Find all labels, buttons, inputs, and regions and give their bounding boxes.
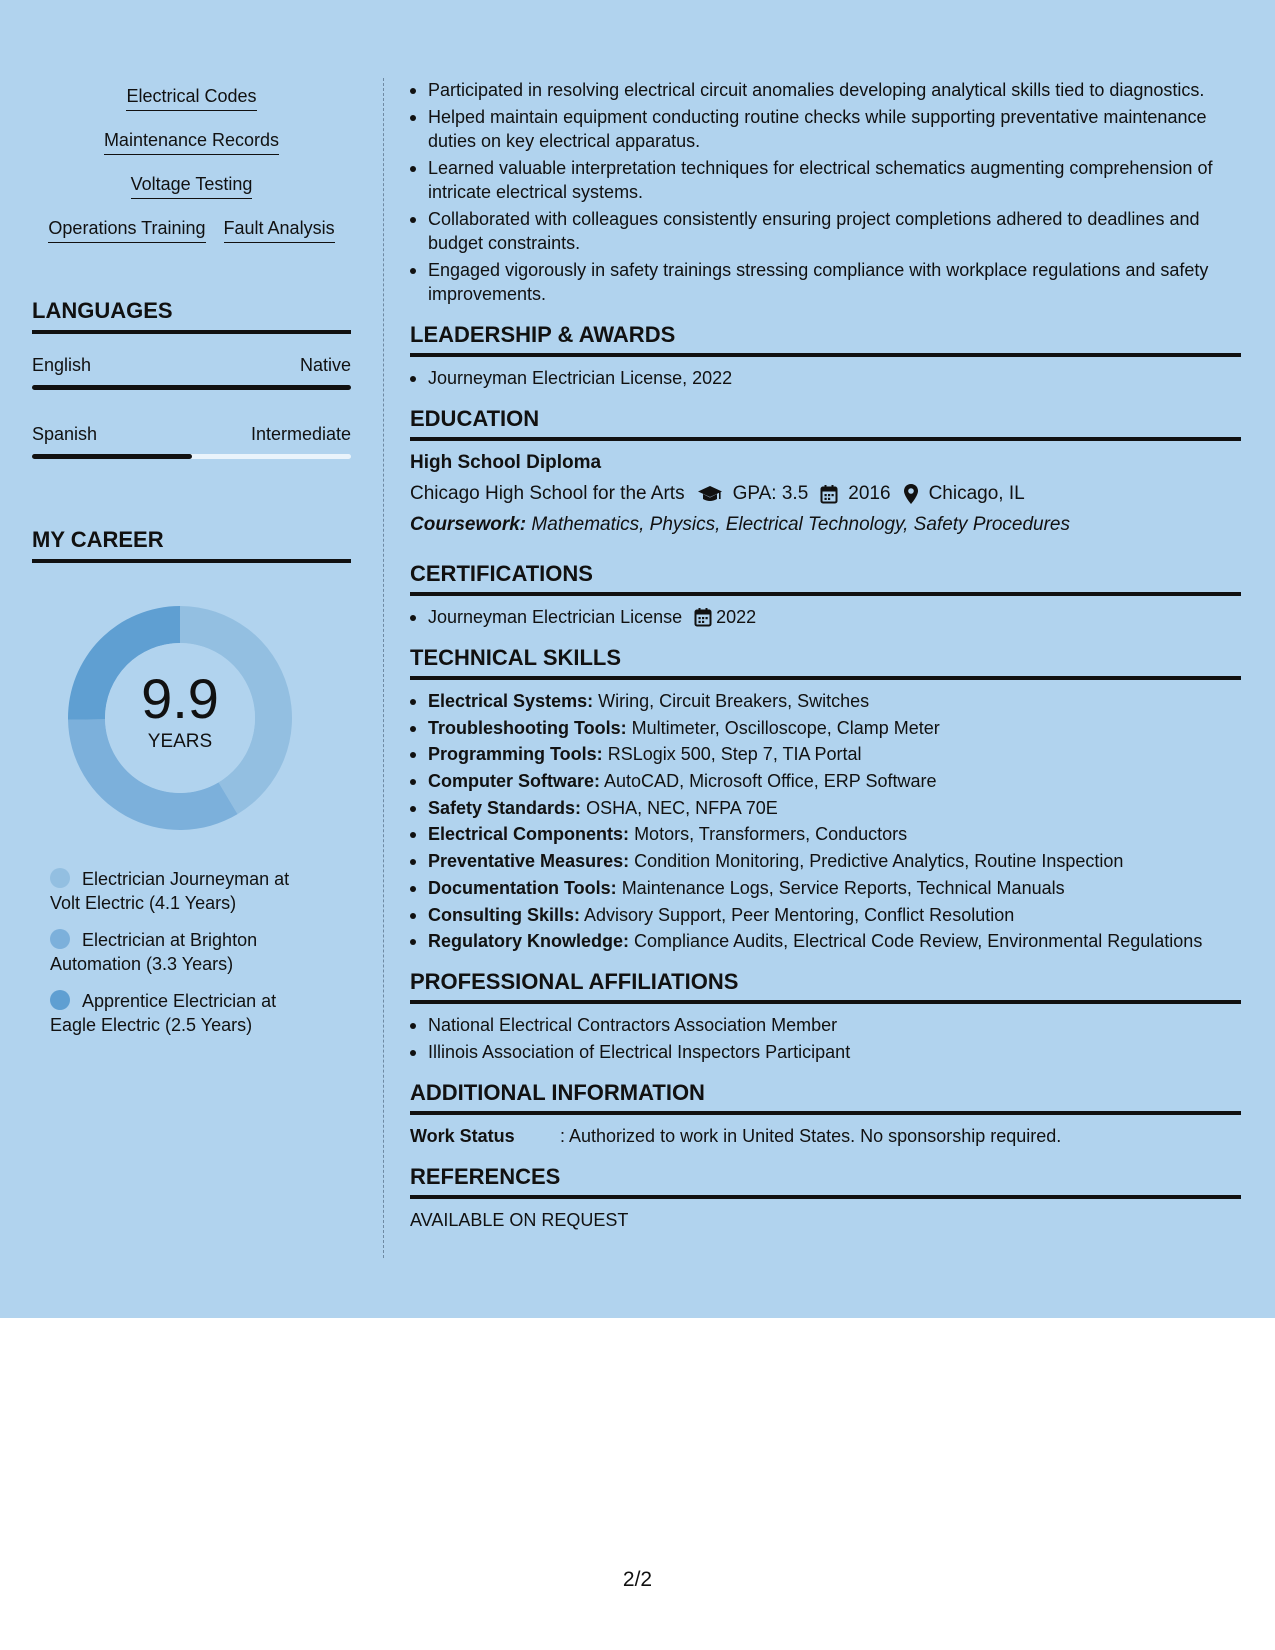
language-item bbox=[32, 354, 351, 390]
career-total-unit: YEARS bbox=[147, 731, 213, 752]
calendar-icon bbox=[820, 484, 838, 504]
skill-tag: Fault Analysis bbox=[224, 218, 335, 243]
technical-skill-item bbox=[410, 796, 1241, 820]
skill-category: Programming Tools: bbox=[428, 744, 603, 765]
language-name: English bbox=[32, 355, 92, 375]
graduation-cap-icon bbox=[697, 484, 723, 504]
graduation-year: 2016 bbox=[848, 483, 891, 504]
skill-values: Compliance Audits, Electrical Code Review, Environmental Regulations bbox=[634, 931, 1203, 952]
technical-skill-item bbox=[410, 769, 1241, 793]
legend-label: Apprentice Electrician at Eagle Electric (2.5 Years) bbox=[50, 991, 277, 1035]
coursework-label: Coursework: bbox=[410, 514, 527, 535]
references-text: AVAILABLE ON REQUEST bbox=[410, 1209, 629, 1230]
technical-skill-item bbox=[410, 876, 1241, 900]
skill-values: Wiring, Circuit Breakers, Switches bbox=[598, 691, 870, 711]
technical-skills-heading: TECHNICAL SKILLS bbox=[410, 645, 1241, 680]
certification-year: 2022 bbox=[716, 607, 757, 627]
skill-values: Advisory Support, Peer Mentoring, Conflict Resolution bbox=[584, 904, 1015, 925]
experience-bullet: Participated in resolving electrical circuit anomalies developing analytical skills tied to diagnostics. bbox=[410, 78, 1241, 102]
legend-label: Electrician at Brighton Automation (3.3 Years) bbox=[50, 930, 258, 974]
legend-item bbox=[50, 989, 320, 1037]
skill-values: Maintenance Logs, Service Reports, Technical Manuals bbox=[621, 877, 1065, 898]
certification-item bbox=[410, 605, 1241, 629]
career-total-years: 9.9 bbox=[141, 667, 219, 730]
skill-category: Safety Standards: bbox=[428, 797, 582, 818]
languages-heading: LANGUAGES bbox=[32, 298, 351, 334]
career-legend bbox=[50, 867, 320, 1037]
experience-bullet: Engaged vigorously in safety trainings stressing compliance with workplace regulations and safety improvements. bbox=[410, 258, 1241, 306]
language-proficiency-bar bbox=[32, 385, 351, 390]
skill-category: Electrical Systems: bbox=[428, 691, 594, 711]
skill-tag: Operations Training bbox=[48, 218, 205, 243]
work-status-value: : Authorized to work in United States. No sponsorship required. bbox=[560, 1125, 1062, 1146]
coursework bbox=[410, 511, 1241, 539]
map-pin-icon bbox=[903, 483, 919, 505]
skill-category: Computer Software: bbox=[428, 771, 601, 792]
education-details bbox=[410, 480, 1241, 508]
skill-category: Documentation Tools: bbox=[428, 877, 617, 898]
affiliations-heading: PROFESSIONAL AFFILIATIONS bbox=[410, 969, 1241, 1004]
skill-values: RSLogix 500, Step 7, TIA Portal bbox=[607, 744, 862, 765]
legend-item bbox=[50, 867, 320, 915]
skill-category: Electrical Components: bbox=[428, 824, 630, 845]
technical-skill-item bbox=[410, 689, 1241, 713]
technical-skill-item bbox=[410, 822, 1241, 846]
technical-skills-section bbox=[410, 645, 1241, 953]
legend-dot bbox=[50, 929, 70, 949]
skill-values: OSHA, NEC, NFPA 70E bbox=[586, 797, 778, 818]
certification-name: Journeyman Electrician License bbox=[428, 607, 683, 627]
experience-bullet: Collaborated with colleagues consistently ensuring project completions adhered to deadlines and budget constraints. bbox=[410, 207, 1241, 255]
languages-section bbox=[32, 298, 351, 459]
technical-skill-item bbox=[410, 929, 1241, 953]
education-heading: EDUCATION bbox=[410, 406, 1241, 441]
right-column bbox=[410, 78, 1241, 1232]
language-proficiency-fill bbox=[32, 454, 192, 459]
technical-skill-item bbox=[410, 742, 1241, 766]
skill-tag: Electrical Codes bbox=[126, 86, 256, 111]
skills-tags bbox=[32, 78, 351, 254]
column-divider bbox=[383, 78, 384, 1258]
language-item bbox=[32, 423, 351, 459]
school-name: Chicago High School for the Arts bbox=[410, 483, 685, 504]
legend-item bbox=[50, 928, 320, 976]
skill-values: Motors, Transformers, Conductors bbox=[634, 824, 908, 845]
skill-tag: Maintenance Records bbox=[104, 130, 279, 155]
language-proficiency-fill bbox=[32, 385, 351, 390]
affiliations-section bbox=[410, 969, 1241, 1064]
leadership-section bbox=[410, 322, 1241, 390]
technical-skill-item bbox=[410, 716, 1241, 740]
experience-bullets bbox=[410, 78, 1241, 306]
affiliation-item: Illinois Association of Electrical Inspectors Participant bbox=[410, 1040, 1241, 1064]
skill-category: Consulting Skills: bbox=[428, 904, 581, 925]
language-level: Native bbox=[299, 355, 351, 375]
degree: High School Diploma bbox=[410, 452, 602, 473]
language-name: Spanish bbox=[32, 424, 98, 444]
career-heading: MY CAREER bbox=[32, 527, 351, 563]
career-section bbox=[32, 527, 351, 1037]
education-section bbox=[410, 406, 1241, 539]
references-section bbox=[410, 1164, 1241, 1232]
skill-category: Regulatory Knowledge: bbox=[428, 931, 630, 952]
calendar-icon bbox=[694, 607, 712, 627]
career-donut-chart bbox=[65, 603, 295, 833]
coursework-list: Mathematics, Physics, Electrical Technology, Safety Procedures bbox=[531, 514, 1070, 535]
school-location: Chicago, IL bbox=[928, 483, 1025, 504]
references-heading: REFERENCES bbox=[410, 1164, 1241, 1199]
work-status-row bbox=[410, 1124, 1241, 1148]
skill-values: Multimeter, Oscilloscope, Clamp Meter bbox=[631, 717, 940, 738]
skill-values: AutoCAD, Microsoft Office, ERP Software bbox=[604, 771, 937, 792]
experience-bullet: Learned valuable interpretation techniques for electrical schematics augmenting comprehension of intricate electrical systems. bbox=[410, 156, 1241, 204]
skill-category: Preventative Measures: bbox=[428, 851, 630, 872]
additional-info-section bbox=[410, 1080, 1241, 1148]
skill-category: Troubleshooting Tools: bbox=[428, 717, 627, 738]
legend-label: Electrician Journeyman at Volt Electric (4.1 Years) bbox=[50, 869, 290, 913]
affiliation-item: National Electrical Contractors Association Member bbox=[410, 1013, 1241, 1037]
leadership-item: Journeyman Electrician License, 2022 bbox=[410, 366, 1241, 390]
language-proficiency-bar bbox=[32, 454, 351, 459]
leadership-heading: LEADERSHIP & AWARDS bbox=[410, 322, 1241, 357]
left-column bbox=[32, 78, 351, 1050]
page-number: 2/2 bbox=[622, 1568, 653, 1591]
legend-dot bbox=[50, 990, 70, 1010]
language-level: Intermediate bbox=[250, 424, 351, 444]
work-status-key: Work Status bbox=[410, 1125, 515, 1146]
skill-values: Condition Monitoring, Predictive Analytics, Routine Inspection bbox=[634, 851, 1124, 872]
certifications-heading: CERTIFICATIONS bbox=[410, 561, 1241, 596]
skill-tag: Voltage Testing bbox=[131, 174, 253, 199]
certifications-section bbox=[410, 561, 1241, 629]
gpa: GPA: 3.5 bbox=[732, 483, 809, 504]
additional-info-heading: ADDITIONAL INFORMATION bbox=[410, 1080, 1241, 1115]
technical-skill-item bbox=[410, 903, 1241, 927]
legend-dot bbox=[50, 868, 70, 888]
technical-skill-item bbox=[410, 849, 1241, 873]
experience-bullet: Helped maintain equipment conducting routine checks while supporting preventative maintenance duties on key electrical apparatus. bbox=[410, 105, 1241, 153]
